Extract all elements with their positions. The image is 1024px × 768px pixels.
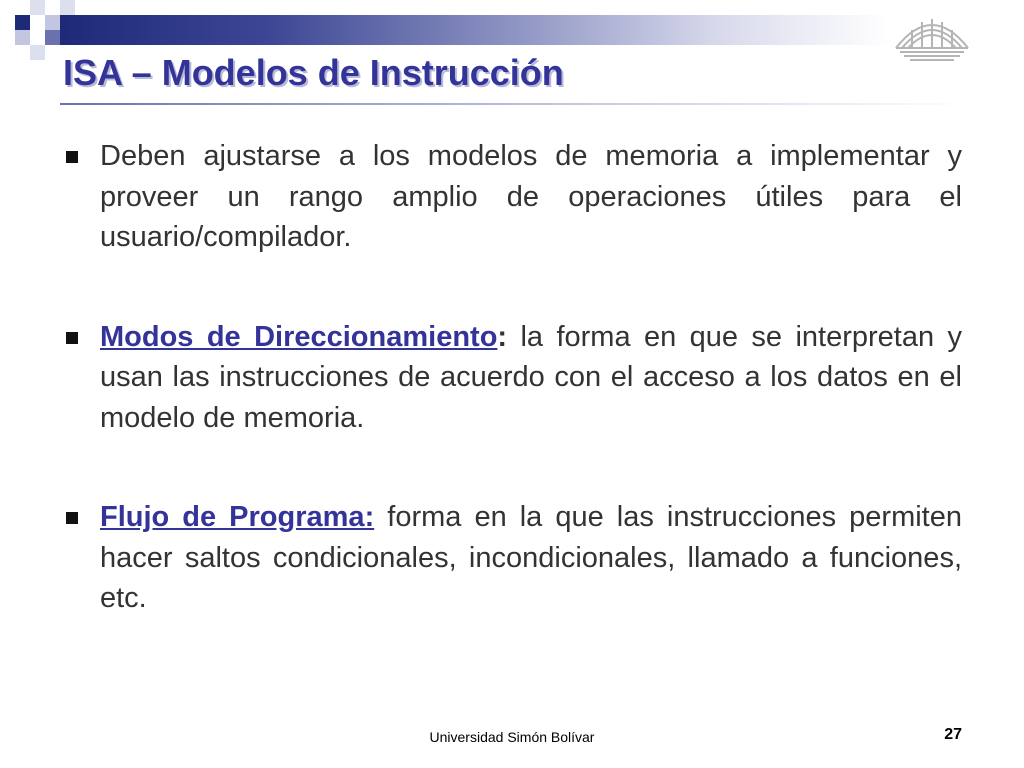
square-bullet-icon (66, 151, 78, 163)
slide-title: ISA – Modelos de Instrucción (63, 52, 564, 93)
header-gradient-bar (60, 15, 890, 45)
footer-institution: Universidad Simón Bolívar (429, 729, 595, 745)
bullet-term-separator: : (497, 320, 508, 353)
bullet-text: Deben ajustarse a los modelos de memoria a implementar y proveer un rango amplio de operaciones útiles para el usuario/compilador. (100, 140, 962, 253)
bullet-text: la forma en que se interpretan y usan las instrucciones de acuerdo con el acceso a los datos en el modelo de memoria. (100, 320, 963, 434)
square-decoration (30, 45, 45, 60)
title-underline-rule (60, 103, 970, 105)
bullet-item (60, 317, 962, 439)
page-number: 27 (944, 726, 962, 743)
square-bullet-icon (66, 512, 78, 524)
square-decoration (45, 30, 60, 45)
university-logo-icon (890, 8, 974, 66)
square-decoration (15, 30, 30, 45)
square-decoration (45, 15, 60, 30)
square-decoration (30, 0, 45, 15)
bullet-term: Flujo de Programa: (100, 501, 375, 533)
bullet-term: Modos de Direccionamiento (100, 320, 498, 353)
bullet-item (60, 136, 962, 258)
bullet-text: forma en la que las instrucciones permiten hacer saltos condicionales, incondicionales, llamado a funciones, etc. (100, 501, 962, 614)
square-decoration (60, 0, 75, 15)
square-decoration (15, 15, 30, 30)
bullet-item (60, 497, 962, 619)
bullet-list (60, 136, 962, 678)
square-bullet-icon (66, 332, 78, 344)
